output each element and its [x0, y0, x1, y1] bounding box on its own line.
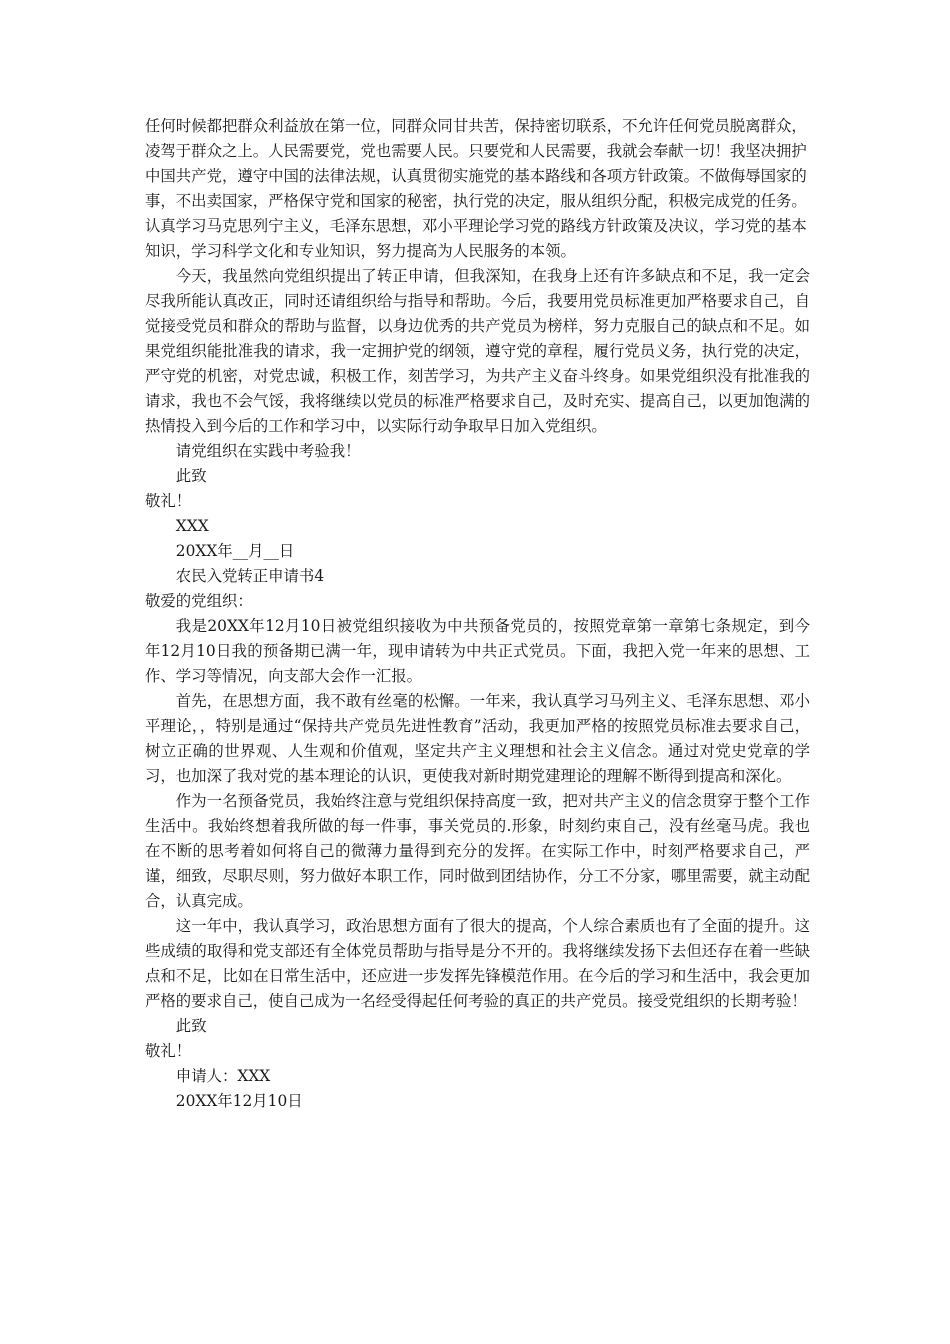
salutation-jingli: 敬礼！	[145, 492, 192, 510]
signature-name: XXX	[175, 517, 209, 535]
greeting: 敬爱的党组织：	[145, 592, 253, 610]
paragraph-thought: 首先，在思想方面，我不敢有丝毫的松懈。一年来，我认真学习马列主义、毛泽东思想、邓小平理论，，特别是通过“保持共产党员先进性教育”活动，我更加严格的按照党员标准去要求自己，树立正确的世界观、人生观和价值观，坚定共产主义理想和社会主义信念。通过对党史党章的学习，也加深了我对党的基本理论的认识，更使我对新时期党建理论的理解不断得到提高和深化。	[145, 692, 810, 785]
paragraph-transfer-request: 今天，我虽然向党组织提出了转正申请，但我深知，在我身上还有许多缺点和不足，我一定会尽我所能认真改正，同时还请组织给与指导和帮助。今后，我要用党员标准更加严格要求自己，自觉接受党员和群众的帮助与监督，以身边优秀的共产党员为榜样，努力克服自己的缺点和不足。如果党组织能批准我的请求，我一定拥护党的纲领，遵守党的章程，履行党员义务，执行党的决定，严守党的机密，对党忠诚，积极工作，刻苦学习，为共产主义奋斗终身。如果党组织没有批准我的请求，我也不会气馁，我将继续以党员的标准严格要求自己，及时充实、提高自己，以更加饱满的热情投入到今后的工作和学习中，以实际行动争取早日加入党组织。	[145, 267, 810, 435]
section-title: 农民入党转正申请书4	[175, 567, 325, 585]
paragraph-work: 作为一名预备党员，我始终注意与党组织保持高度一致，把对共产主义的信念贯穿于整个工作生活中。我始终想着我所做的每一件事，事关党员的.形象，时刻约束自己，没有丝毫马虎。我也在不断的思考着如何将自己的微薄力量得到充分的发挥。在实际工作中，时刻严格要求自己，严谨，细致，尽职尽则，努力做好本职工作，同时做到团结协作，分工不分家，哪里需要，就主动配合，认真完成。	[145, 792, 810, 910]
salutation-cizhi: 此致	[175, 467, 207, 485]
paragraph-intro: 我是20XX年12月10日被党组织接收为中共预备党员的，按照党章第一章第七条规定，到今年12月10日我的预备期已满一年，现申请转为中共正式党员。下面，我把入党一年来的思想、工作、学习等情况，向支部大会作一汇报。	[145, 617, 810, 685]
salutation-jingli-2: 敬礼！	[145, 1042, 192, 1060]
paragraph-continued: 任何时候都把群众利益放在第一位，同群众同甘共苦，保持密切联系，不允许任何党员脱离群众，凌驾于群众之上。人民需要党，党也需要人民。只要党和人民需要，我就会奉献一切！我坚决拥护中国共产党，遵守中国的法律法规，认真贯彻实施党的基本路线和各项方针政策。不做侮辱国家的事，不出卖国家，严格保守党和国家的秘密，执行党的决定，服从组织分配，积极完成党的任务。认真学习马克思列宁主义，毛泽东思想，邓小平理论学习党的路线方针政策及决议，学习党的基本知识，学习科学文化和专业知识，努力提高为人民服务的本领。	[145, 117, 807, 260]
closing-plea: 请党组织在实践中考验我！	[175, 442, 361, 460]
applicant-date: 20XX年12月10日	[175, 1092, 303, 1110]
paragraph-summary: 这一年中，我认真学习，政治思想方面有了很大的提高，个人综合素质也有了全面的提升。这些成绩的取得和党支部还有全体党员帮助与指导是分不开的。我将继续发扬下去但还存在着一些缺点和不足，比如在日常生活中，还应进一步发挥先锋模范作用。在今后的学习和生活中，我会更加严格的要求自己，使自己成为一名经受得起任何考验的真正的共产党员。接受党组织的长期考验！	[145, 917, 810, 1010]
applicant-name: 申请人：XXX	[175, 1067, 271, 1085]
document-page	[145, 114, 810, 1114]
signature-date: 20XX年__月__日	[175, 542, 295, 560]
salutation-cizhi-2: 此致	[175, 1017, 207, 1035]
